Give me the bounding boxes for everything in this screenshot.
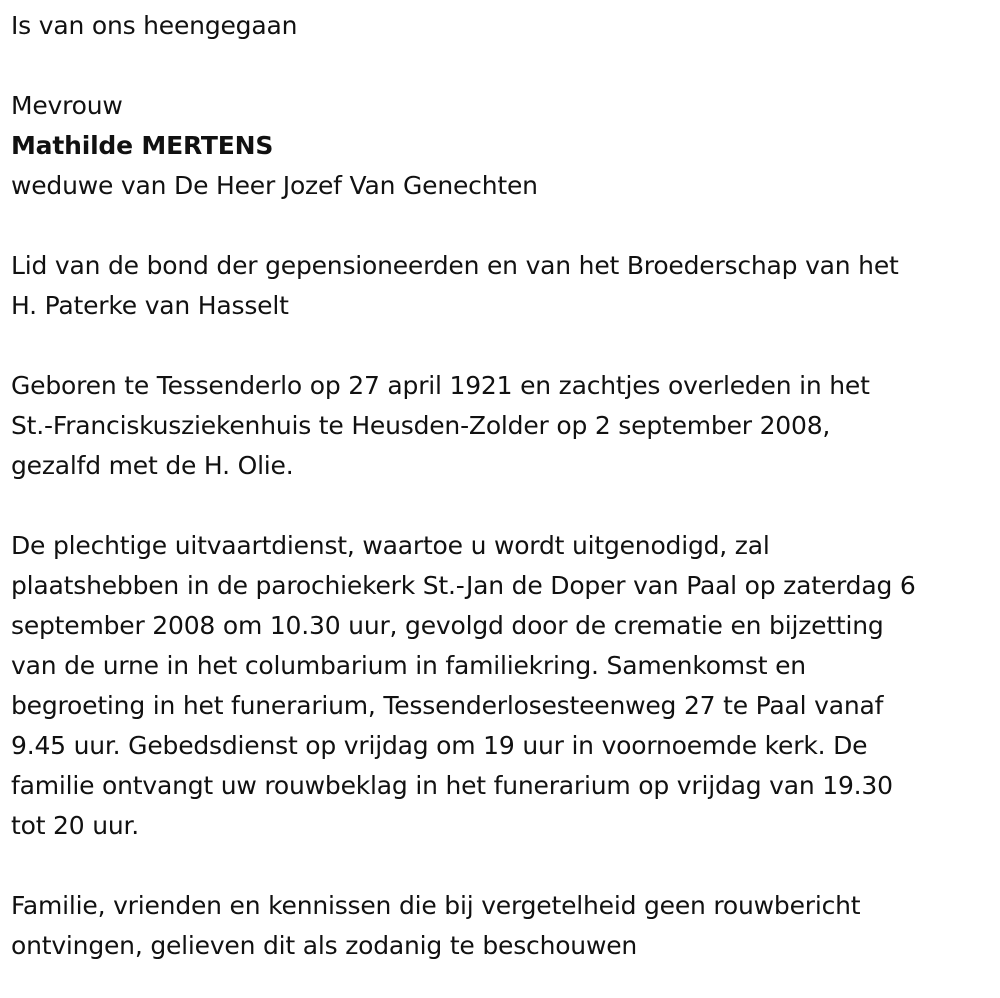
- salutation: Mevrouw: [11, 91, 123, 120]
- membership-paragraph: [11, 246, 996, 326]
- paragraph-line: begroeting in het funerarium, Tessenderlosesteenweg 27 te Paal vanaf: [11, 691, 884, 720]
- paragraph-line: familie ontvangt uw rouwbeklag in het funerarium op vrijdag van 19.30: [11, 771, 893, 800]
- spacer: [11, 206, 996, 246]
- paragraph-line: ontvingen, gelieven dit als zodanig te beschouwen: [11, 931, 638, 960]
- paragraph-line: H. Paterke van Hasselt: [11, 291, 289, 320]
- paragraph-line: Familie, vrienden en kennissen die bij vergetelheid geen rouwbericht: [11, 891, 861, 920]
- closing-paragraph: [11, 886, 996, 966]
- paragraph-line: Lid van de bond der gepensioneerden en van het Broederschap van het: [11, 251, 899, 280]
- spacer: [11, 846, 996, 886]
- spacer: [11, 46, 996, 86]
- spacer: [11, 486, 996, 526]
- paragraph-line: Geboren te Tessenderlo op 27 april 1921 en zachtjes overleden in het: [11, 371, 870, 400]
- death-notice: [11, 6, 996, 966]
- deceased-name: Mathilde MERTENS: [11, 131, 274, 160]
- paragraph-line: tot 20 uur.: [11, 811, 140, 840]
- paragraph-line: 9.45 uur. Gebedsdienst op vrijdag om 19 uur in voornoemde kerk. De: [11, 731, 868, 760]
- birth-death-paragraph: [11, 366, 996, 486]
- paragraph-line: St.-Franciskusziekenhuis te Heusden-Zolder op 2 september 2008,: [11, 411, 831, 440]
- spacer: [11, 326, 996, 366]
- funeral-paragraph: [11, 526, 996, 846]
- widow-of: weduwe van De Heer Jozef Van Genechten: [11, 171, 538, 200]
- paragraph-line: De plechtige uitvaartdienst, waartoe u wordt uitgenodigd, zal: [11, 531, 770, 560]
- paragraph-line: gezalfd met de H. Olie.: [11, 451, 294, 480]
- paragraph-line: van de urne in het columbarium in familiekring. Samenkomst en: [11, 651, 806, 680]
- paragraph-line: plaatshebben in de parochiekerk St.-Jan de Doper van Paal op zaterdag 6: [11, 571, 916, 600]
- intro-text: Is van ons heengegaan: [11, 11, 298, 40]
- paragraph-line: september 2008 om 10.30 uur, gevolgd door de crematie en bijzetting: [11, 611, 884, 640]
